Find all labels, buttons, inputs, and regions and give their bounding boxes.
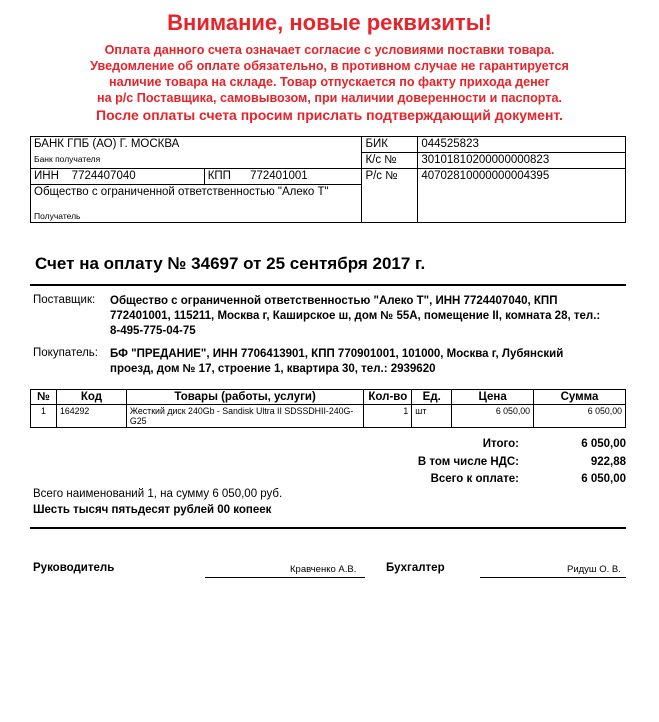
total-value: 6 050,00: [581, 438, 626, 450]
summary-divider: [30, 527, 626, 529]
title-divider: [30, 284, 626, 286]
col-qty-header: Кол-во: [364, 390, 412, 405]
inn-value: 7724407040: [71, 170, 136, 182]
head-signature-line: [205, 577, 365, 578]
pay-value: 6 050,00: [581, 473, 626, 485]
supplier-text: Общество с ограниченной ответственностью "Алеко Т", ИНН 7724407040, КПП 772401001, 115211, Москва г, Каширское ш, дом № 55А, помещение II, комната 28, тел.: 8-495-775-04-75: [110, 295, 601, 337]
bank-name-cell: [31, 137, 362, 153]
recipient-name: Общество с ограниченной ответственностью "Алеко Т": [31, 185, 362, 209]
col-goods-header: Товары (работы, услуги): [126, 390, 363, 405]
head-name: Кравченко А.В.: [290, 564, 357, 575]
ks-label: К/с №: [362, 153, 418, 169]
total-label: Итого:: [482, 438, 519, 450]
summary-words: Шесть тысяч пятьдесят рублей 00 копеек: [33, 504, 272, 516]
warning-line-1: Оплата данного счета означает согласие с условиями поставки товара.: [104, 43, 555, 57]
table-row: [31, 405, 626, 428]
warning-line-4: на р/с Поставщика, самовывозом, при наличии доверенности и паспорта.: [96, 91, 563, 105]
warning-line-3: наличие товара на складе. Товар отпускается по факту прихода денег: [109, 75, 550, 89]
accountant-signature-line: [480, 577, 626, 578]
row-code: 164292: [56, 405, 126, 428]
summary-count: Всего наименований 1, на сумму 6 050,00 руб.: [33, 488, 283, 500]
row-num: 1: [31, 405, 57, 428]
row-price: 6 050,00: [452, 405, 534, 428]
bik-value: 044525823: [418, 137, 626, 153]
items-table: [30, 389, 626, 428]
warning-last-line: После оплаты счета просим прислать подтверждающий документ.: [96, 107, 563, 123]
pay-label: Всего к оплате:: [430, 473, 519, 485]
col-num-header: №: [31, 390, 57, 405]
kpp-label: КПП: [207, 170, 231, 182]
rs-value: 40702810000000004395: [418, 169, 626, 223]
buyer-label: Покупатель:: [33, 347, 98, 359]
kpp-cell: [204, 169, 362, 185]
bik-label: БИК: [362, 137, 418, 153]
vat-label: В том числе НДС:: [417, 456, 519, 468]
kpp-value: 772401001: [250, 170, 308, 182]
row-qty: 1: [364, 405, 412, 428]
vat-value: 922,88: [590, 456, 626, 468]
col-unit-header: Ед.: [412, 390, 452, 405]
ks-value: 30101810200000000823: [418, 153, 626, 169]
inn-label: ИНН: [34, 170, 59, 182]
buyer-text: БФ "ПРЕДАНИЕ", ИНН 7706413901, КПП 770901001, 101000, Москва г, Лубянский проезд, дом № 17, строение 1, квартира 30, тел.: 2939620: [110, 348, 564, 375]
head-label: Руководитель: [33, 562, 115, 574]
invoice-title: Счет на оплату № 34697 от 25 сентября 2017 г.: [35, 254, 426, 273]
bank-label: Банк получателя: [31, 153, 362, 169]
recipient-label: Получатель: [31, 209, 362, 223]
inn-cell: [31, 169, 205, 185]
table-header-row: [31, 390, 626, 405]
col-price-header: Цена: [452, 390, 534, 405]
accountant-name: Ридуш О. В.: [567, 564, 621, 575]
accountant-label: Бухгалтер: [386, 562, 445, 574]
row-goods: Жесткий диск 240Gb - Sandisk Ultra II SDSSDHII-240G-G25: [126, 405, 363, 428]
warning-line-2: Уведомление об оплате обязательно, в противном случае не гарантируется: [90, 59, 569, 73]
supplier-label: Поставщик:: [33, 294, 96, 306]
row-unit: шт: [412, 405, 452, 428]
warning-title: Внимание, новые реквизиты!: [167, 10, 492, 35]
col-sum-header: Сумма: [534, 390, 626, 405]
row-sum: 6 050,00: [534, 405, 626, 428]
bank-details-table: [30, 136, 626, 223]
rs-label: Р/с №: [362, 169, 418, 223]
col-code-header: Код: [56, 390, 126, 405]
bank-name: БАНК ГПБ (АО) Г. МОСКВА: [34, 138, 180, 150]
